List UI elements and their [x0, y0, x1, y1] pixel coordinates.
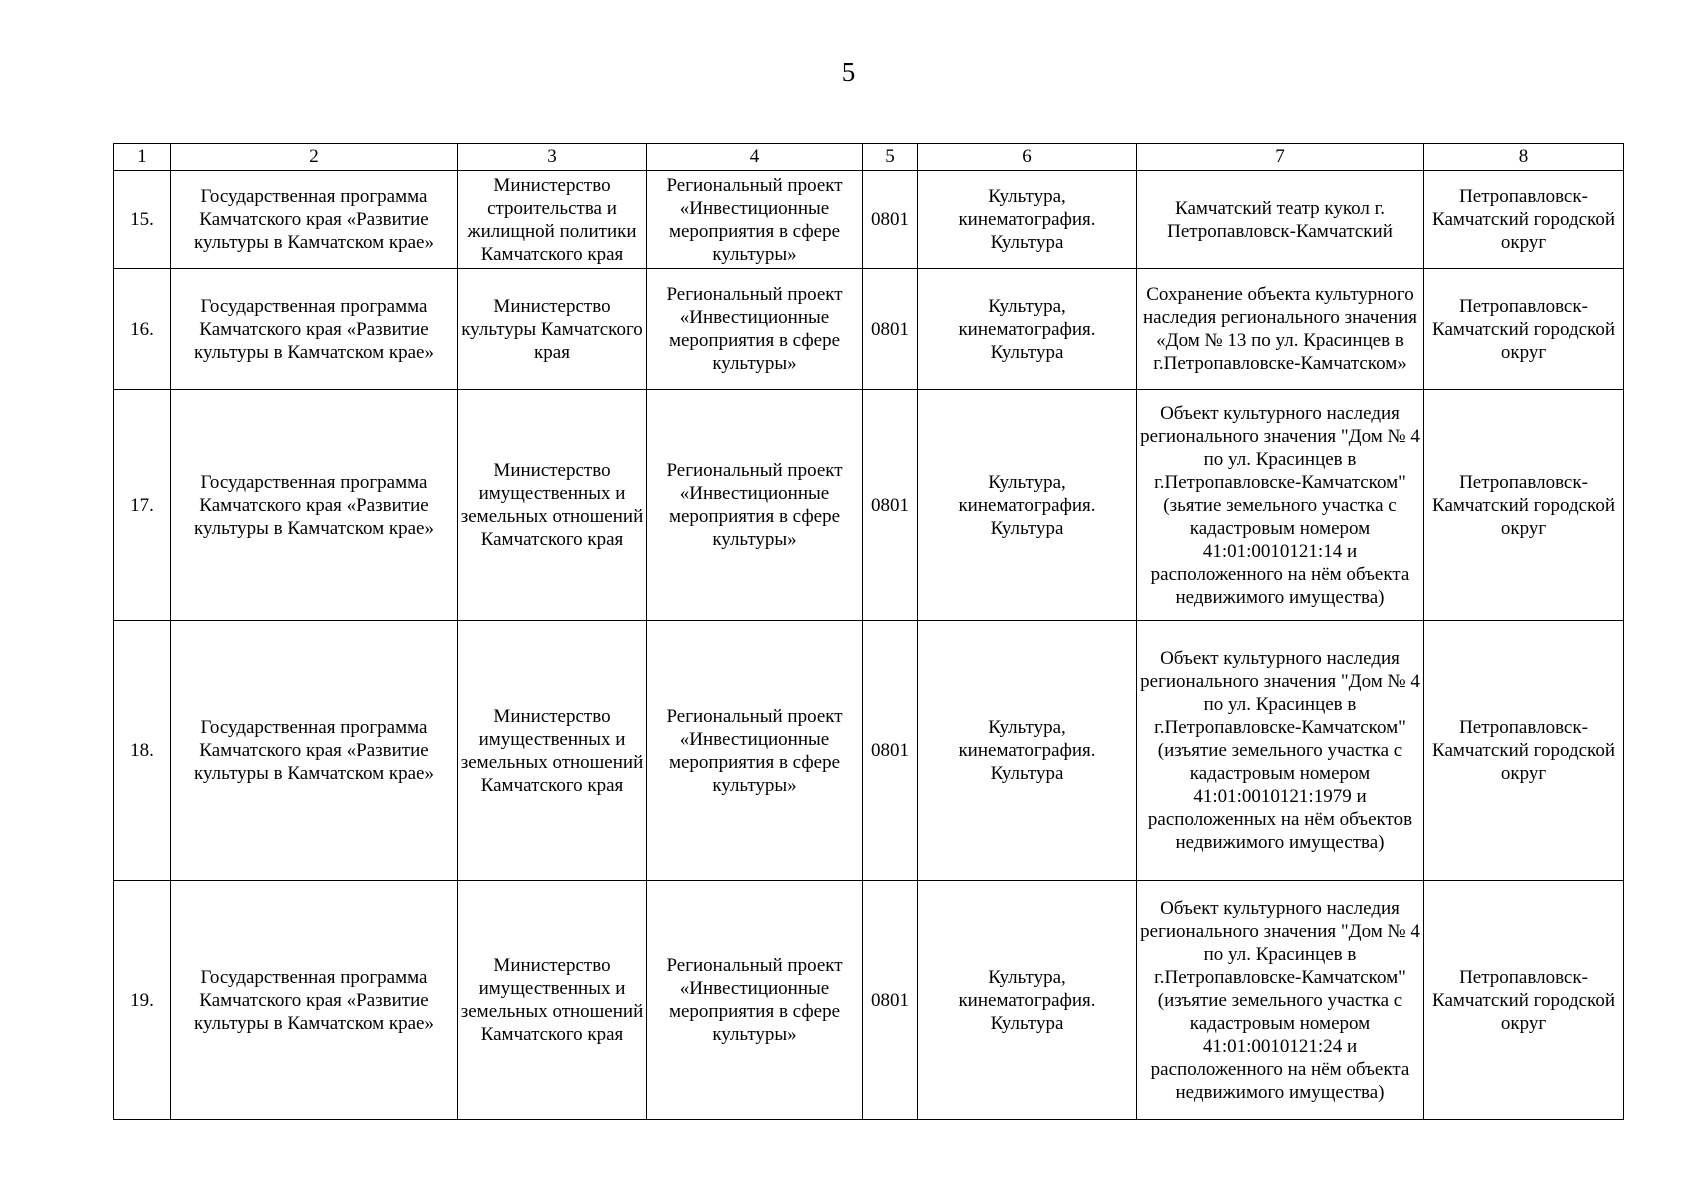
- code-cell: 0801: [863, 621, 918, 881]
- municipality-cell: Петропавловск-Камчатский городской округ: [1424, 621, 1624, 881]
- table-row: [114, 171, 1624, 269]
- row-number: 15.: [114, 171, 171, 269]
- row-number: 19.: [114, 881, 171, 1120]
- object-cell: Сохранение объекта культурного наследия регионального значения «Дом № 13 по ул. Красинцев в г.Петропавловске-Камчатском»: [1137, 269, 1424, 390]
- column-number: 3: [458, 144, 647, 171]
- object-cell: Камчатский театр кукол г. Петропавловск-Камчатский: [1137, 171, 1424, 269]
- code-cell: 0801: [863, 269, 918, 390]
- page-number: 5: [841, 57, 856, 87]
- row-number: 18.: [114, 621, 171, 881]
- ministry-cell: Министерство имущественных и земельных отношений Камчатского края: [458, 390, 647, 621]
- section-cell: Культура, кинематография. Культура: [918, 881, 1137, 1120]
- program-cell: Государственная программа Камчатского края «Развитие культуры в Камчатском крае»: [171, 390, 458, 621]
- municipality-cell: Петропавловск-Камчатский городской округ: [1424, 171, 1624, 269]
- row-number: 16.: [114, 269, 171, 390]
- column-number: 5: [863, 144, 918, 171]
- municipality-cell: Петропавловск-Камчатский городской округ: [1424, 881, 1624, 1120]
- program-cell: Государственная программа Камчатского края «Развитие культуры в Камчатском крае»: [171, 621, 458, 881]
- project-cell: Региональный проект «Инвестиционные мероприятия в сфере культуры»: [647, 881, 863, 1120]
- investment-table: [113, 143, 1624, 1120]
- project-cell: Региональный проект «Инвестиционные мероприятия в сфере культуры»: [647, 269, 863, 390]
- section-cell: Культура, кинематография. Культура: [918, 390, 1137, 621]
- object-cell: Объект культурного наследия регионального значения "Дом № 4 по ул. Красинцев в г.Петропавловске-Камчатском" (зьятие земельного участка с кадастровым номером 41:01:0010121:14 и расположенного на нём объекта недвижимого имущества): [1137, 390, 1424, 621]
- table-row: [114, 881, 1624, 1120]
- table-row: [114, 390, 1624, 621]
- code-cell: 0801: [863, 881, 918, 1120]
- ministry-cell: Министерство культуры Камчатского края: [458, 269, 647, 390]
- object-cell: Объект культурного наследия регионального значения "Дом № 4 по ул. Красинцев в г.Петропавловске-Камчатском"(изъятие земельного участка с кадастровым номером 41:01:0010121:24 и расположенного на нём объекта недвижимого имущества): [1137, 881, 1424, 1120]
- column-number: 7: [1137, 144, 1424, 171]
- code-cell: 0801: [863, 171, 918, 269]
- program-cell: Государственная программа Камчатского края «Развитие культуры в Камчатском крае»: [171, 881, 458, 1120]
- ministry-cell: Министерство имущественных и земельных отношений Камчатского края: [458, 621, 647, 881]
- project-cell: Региональный проект «Инвестиционные мероприятия в сфере культуры»: [647, 621, 863, 881]
- ministry-cell: Министерство строительства и жилищной политики Камчатского края: [458, 171, 647, 269]
- code-cell: 0801: [863, 390, 918, 621]
- municipality-cell: Петропавловск-Камчатский городской округ: [1424, 269, 1624, 390]
- section-cell: Культура, кинематография. Культура: [918, 269, 1137, 390]
- section-cell: Культура, кинематография. Культура: [918, 171, 1137, 269]
- program-cell: Государственная программа Камчатского края «Развитие культуры в Камчатском крае»: [171, 269, 458, 390]
- row-number: 17.: [114, 390, 171, 621]
- program-cell: Государственная программа Камчатского края «Развитие культуры в Камчатском крае»: [171, 171, 458, 269]
- column-number-row: [114, 144, 1624, 171]
- municipality-cell: Петропавловск-Камчатский городской округ: [1424, 390, 1624, 621]
- ministry-cell: Министерство имущественных и земельных отношений Камчатского края: [458, 881, 647, 1120]
- column-number: 2: [171, 144, 458, 171]
- column-number: 8: [1424, 144, 1624, 171]
- table-row: [114, 269, 1624, 390]
- column-number: 6: [918, 144, 1137, 171]
- column-number: 1: [114, 144, 171, 171]
- table-row: [114, 621, 1624, 881]
- project-cell: Региональный проект «Инвестиционные мероприятия в сфере культуры»: [647, 171, 863, 269]
- section-cell: Культура, кинематография. Культура: [918, 621, 1137, 881]
- project-cell: Региональный проект «Инвестиционные мероприятия в сфере культуры»: [647, 390, 863, 621]
- column-number: 4: [647, 144, 863, 171]
- object-cell: Объект культурного наследия регионального значения "Дом № 4 по ул. Красинцев в г.Петропавловске-Камчатском"(изъятие земельного участка с кадастровым номером 41:01:0010121:1979 и расположенных на нём объектов недвижимого имущества): [1137, 621, 1424, 881]
